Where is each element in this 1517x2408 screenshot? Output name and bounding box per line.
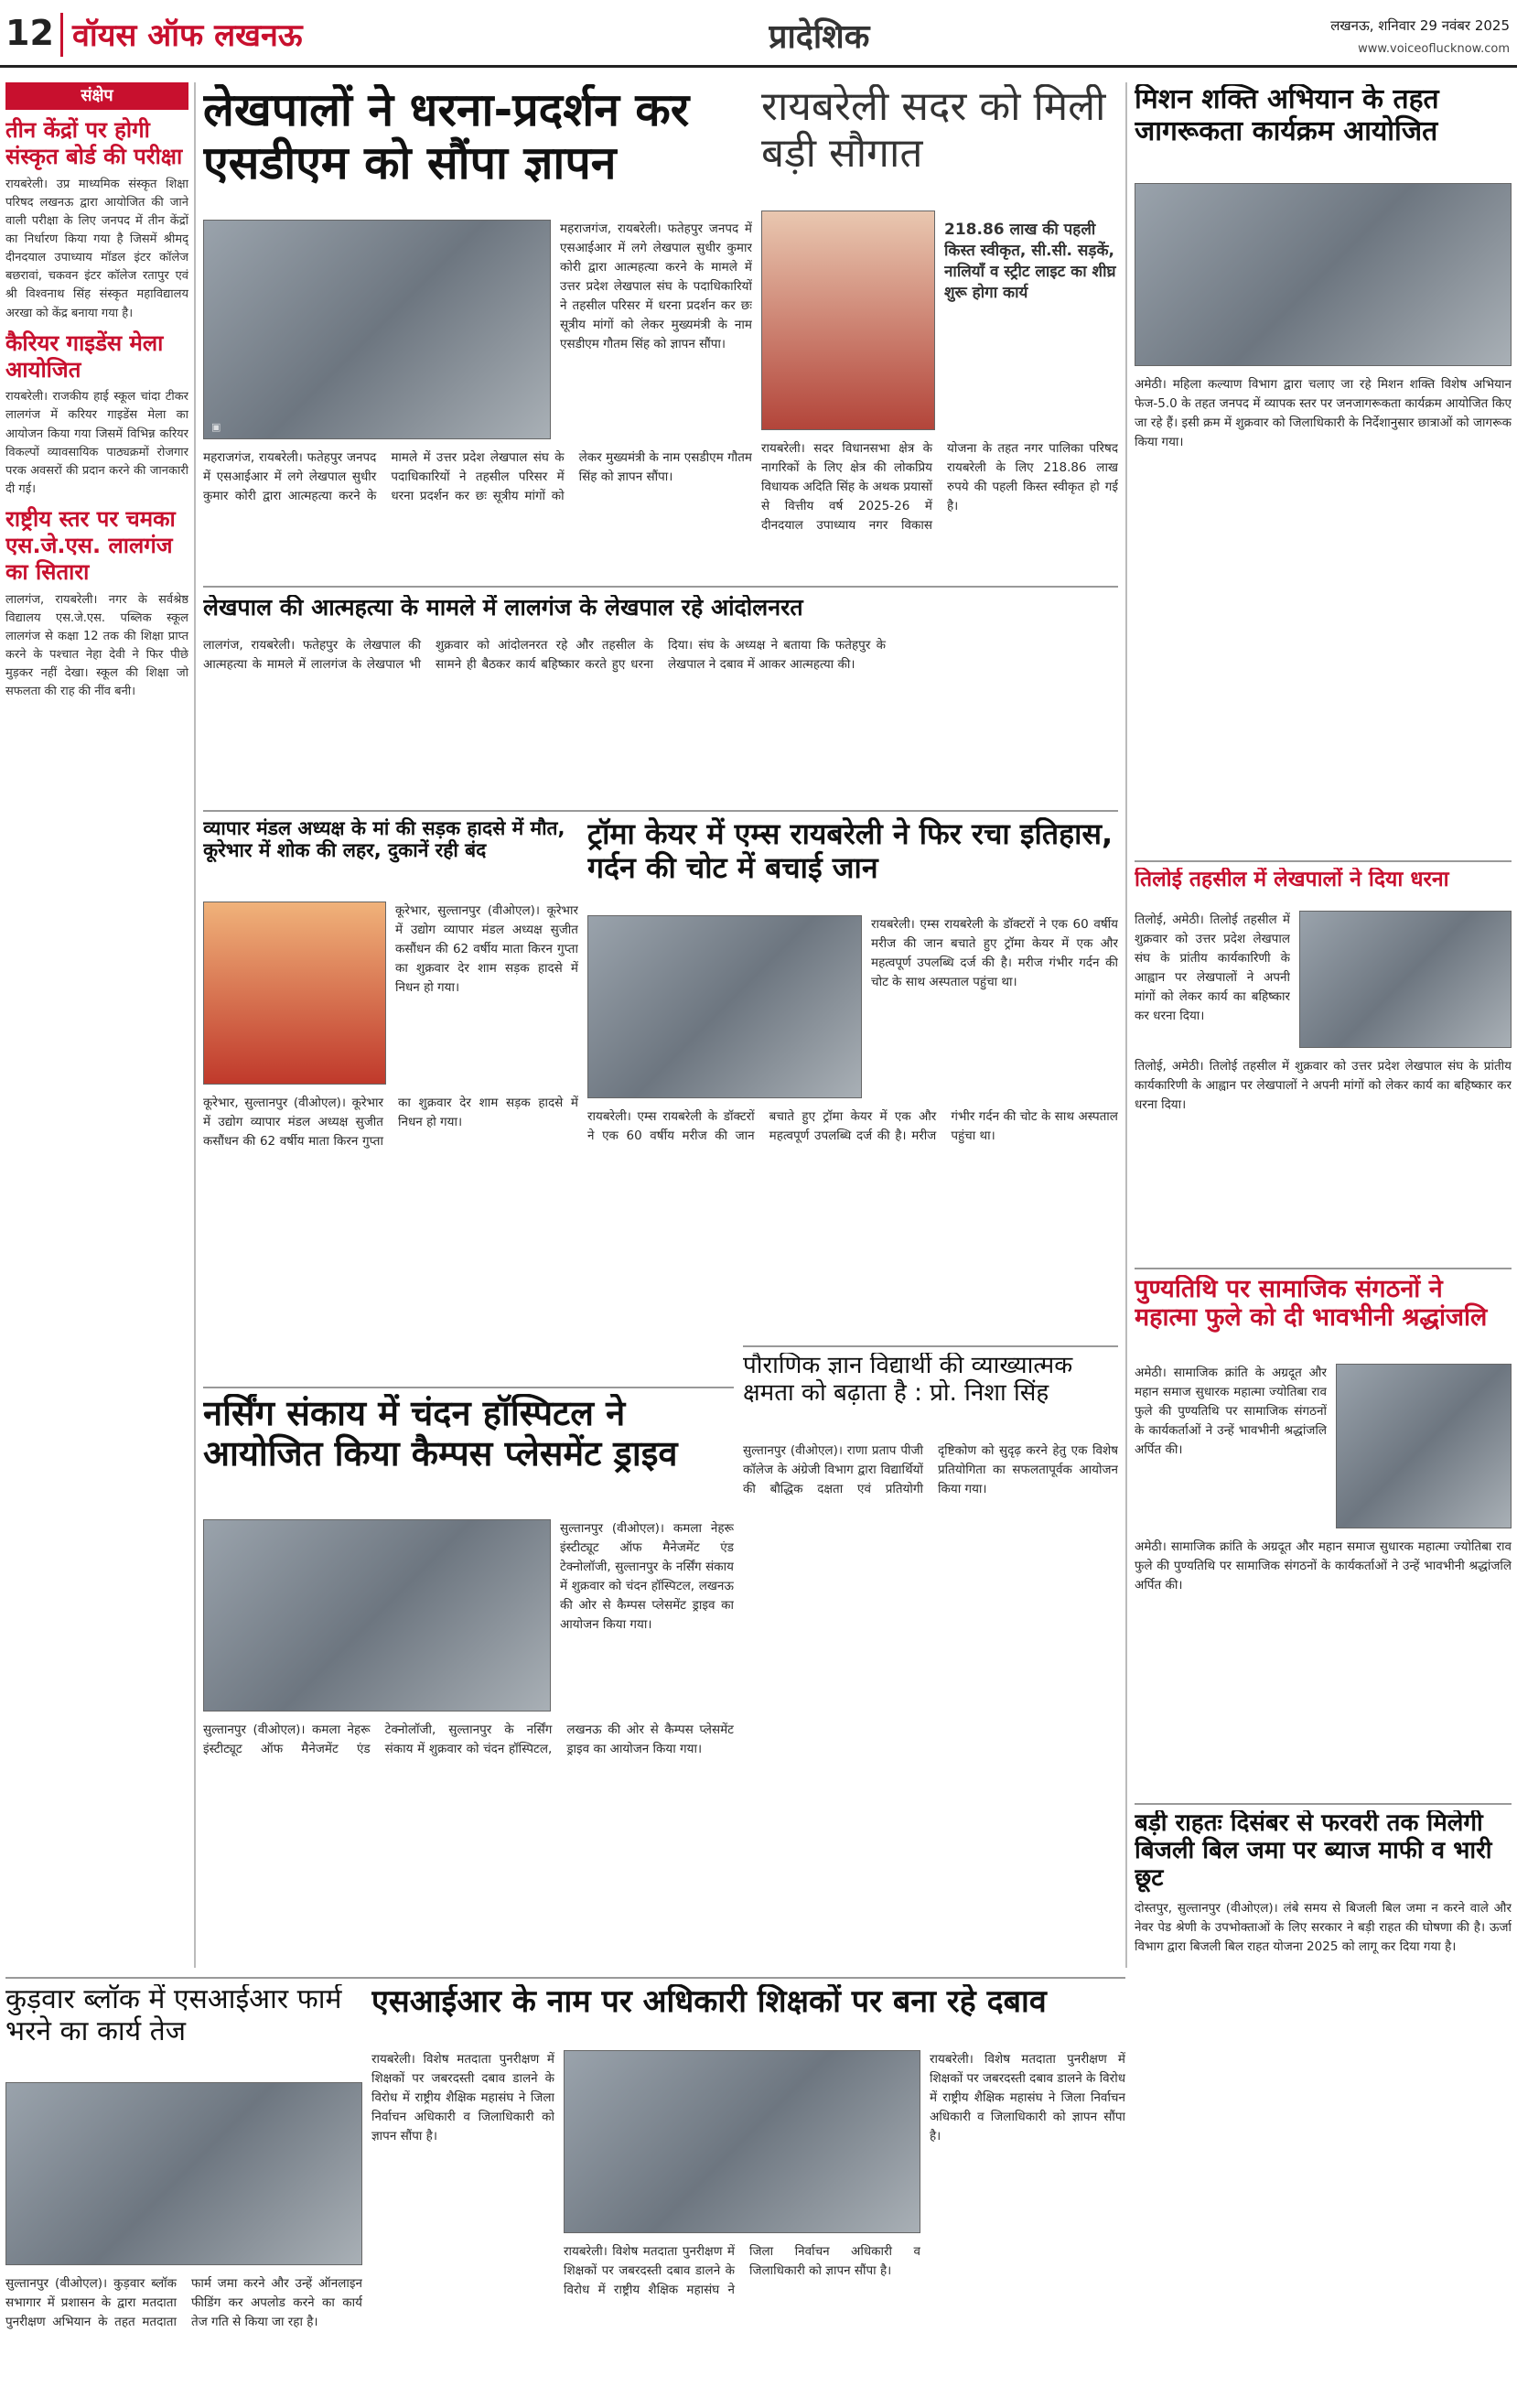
story-bullet: 218.86 लाख की पहली किस्त स्वीकृत, सी.सी. सड़कें, नालियाँ व स्ट्रीट लाइट का शीघ्र शुरू होगा कार्य (944, 221, 1116, 302)
story-body: रायबरेली। सदर विधानसभा क्षेत्र के नागरिकों के लिए क्षेत्र की लोकप्रिय विधायक अदिति सिंह के अथक प्रयासों से वित्तीय वर्ष 2025-26 में दीनदयाल उपाध्याय नगर विकास योजना के तहत नगर पालिका परिषद रायबरेली के लिए 218.86 लाख रुपये की पहली किस्त स्वीकृत हो गई है। (761, 441, 1118, 533)
story-body: रायबरेली। विशेष मतदाता पुनरीक्षण में शिक्षकों पर जबरदस्ती दबाव डालने के विरोध में राष्ट्रीय शैक्षिक महासंघ ने जिला निर्वाचन अधिकारी व जिलाधिकारी को ज्ञापन सौंपा है। (930, 2052, 1125, 2143)
story-headline (1135, 1275, 1512, 1357)
divider (203, 1387, 734, 1388)
divider (203, 810, 1118, 812)
headline-text: कुड़वार ब्लॉक में एसआईआर फार्म भरने का कार्य तेज (5, 1984, 342, 2047)
story-headline (371, 1984, 1125, 2039)
divider (203, 586, 1118, 588)
headline-text: ट्रॉमा केयर में एम्स रायबरेली ने फिर रचा इतिहास, गर्दन की चोट में बचाई जान (587, 817, 1114, 885)
story-body: दोस्तपुर, सुल्तानपुर (वीओएल)। लंबे समय से बिजली बिल जमा न करने वाले और नेवर पेड श्रेणी के उपभोक्ताओं के लिए सरकार ने बड़ी राहत की घोषणा की है। ऊर्जा विभाग द्वारा बिजली बिल राहत योजना 2025 को लागू कर दिया गया है। (1135, 1901, 1512, 1954)
headline-text: तिलोई तहसील में लेखपालों ने दिया धरना (1135, 868, 1449, 891)
story-body: सुल्तानपुर (वीओएल)। कमला नेहरू इंस्टीट्यूट ऑफ मैनेजमेंट एंड टेक्नोलॉजी, सुल्तानपुर के नर्सिंग संकाय में शुक्रवार को चंदन हॉस्पिटल, लखनऊ की ओर से कैम्पस प्लेसमेंट ड्राइव का आयोजन किया गया। (560, 1521, 734, 1632)
story-photo (1336, 1364, 1512, 1528)
story-body: तिलोई, अमेठी। तिलोई तहसील में शुक्रवार को उत्तर प्रदेश लेखपाल संघ के प्रांतीय कार्यकारिणी के आह्वान पर लेखपालों ने अपनी मांगों को लेकर कार्य का बहिष्कार कर धरना दिया। (1135, 912, 1290, 1023)
headline-text: एसआईआर के नाम पर अधिकारी शिक्षकों पर बना रहे दबाव (371, 1984, 1047, 2020)
paper-name: वॉयस ऑफ लखनऊ (60, 13, 445, 57)
story-body: अमेठी। सामाजिक क्रांति के अग्रदूत और महान समाज सुधारक महात्मा ज्योतिबा राव फुले की पुण्यतिथि पर सामाजिक संगठनों के कार्यकर्ताओं ने उन्हें भावभीनी श्रद्धांजलि अर्पित की। (1135, 1539, 1512, 1593)
headline-text: पुण्यतिथि पर सामाजिक संगठनों ने महात्मा फुले को दी भावभीनी श्रद्धांजलि (1135, 1275, 1488, 1333)
story-headline (743, 1353, 1118, 1435)
website: www.voiceoflucknow.com (1358, 42, 1510, 56)
story-photo (564, 2050, 920, 2233)
story-body: सुल्तानपुर (वीओएल)। कमला नेहरू इंस्टीट्यूट ऑफ मैनेजमेंट एंड टेक्नोलॉजी, सुल्तानपुर के नर्सिंग संकाय में शुक्रवार को चंदन हॉस्पिटल, लखनऊ की ओर से कैम्पस प्लेसमेंट ड्राइव का आयोजन किया गया। (203, 1722, 734, 1756)
story-body: रायबरेली। विशेष मतदाता पुनरीक्षण में शिक्षकों पर जबरदस्ती दबाव डालने के विरोध में राष्ट्रीय शैक्षिक महासंघ ने जिला निर्वाचन अधिकारी व जिलाधिकारी को ज्ञापन सौंपा है। (371, 2052, 554, 2143)
divider (1135, 1803, 1512, 1805)
story-photo (587, 915, 862, 1098)
headline-text: नर्सिंग संकाय में चंदन हॉस्पिटल ने आयोजित किया कैम्पस प्लेसमेंट ड्राइव (203, 1394, 678, 1474)
brief-sidebar (5, 82, 188, 1968)
story-photo (203, 220, 551, 439)
headline-text: पौराणिक ज्ञान विद्यार्थी की व्याख्यात्मक क्षमता को बढ़ाता है : प्रो. निशा सिंह (743, 1353, 1073, 1407)
headline-text: मिशन शक्ति अभियान के तहत जागरूकता कार्यक्रम आयोजित (1135, 84, 1439, 147)
divider (1135, 860, 1512, 862)
story-headline (1135, 868, 1512, 904)
story-body: कूरेभार, सुल्तानपुर (वीओएल)। कूरेभार में उद्योग व्यापार मंडल अध्यक्ष सुजीत कसौंधन की 62 वर्षीय माता किरन गुप्ता का शुक्रवार देर शाम सड़क हादसे में निधन हो गया। (203, 1096, 578, 1149)
story-body: महराजगंज, रायबरेली। फतेहपुर जनपद में एसआईआर में लगे लेखपाल सुधीर कुमार कोरी द्वारा आत्महत्या करने के मामले में उत्तर प्रदेश लेखपाल संघ के पदाधिकारियों ने तहसील परिसर में धरना प्रदर्शन कर छः सूत्रीय मांगों को लेकर मुख्यमंत्री के नाम एसडीएम गौतम सिंह को ज्ञापन सौंपा। (560, 221, 752, 351)
story-headline (761, 84, 1118, 203)
story-body: अमेठी। महिला कल्याण विभाग द्वारा चलाए जा रहे मिशन शक्ति विशेष अभियान फेज-5.0 के तहत जनपद में व्यापक स्तर पर जनजागरूकता कार्यक्रम आयोजित किए जा रहे हैं। इसी क्रम में शुक्रवार को जिलाधिकारी के निर्देशानुसार छात्राओं को जागरूक किया गया। (1135, 377, 1512, 449)
headline-text: व्यापार मंडल अध्यक्ष के मां की सड़क हादसे में मौत, कूरेभार में शोक की लहर, दुकानें रही बंद (203, 817, 565, 862)
story-body: तिलोई, अमेठी। तिलोई तहसील में शुक्रवार को उत्तर प्रदेश लेखपाल संघ के प्रांतीय कार्यकारिणी के आह्वान पर लेखपालों ने अपनी मांगों को लेकर कार्य का बहिष्कार कर धरना दिया। (1135, 1059, 1512, 1112)
brief-headline: कैरियर गाइडेंस मेला आयोजित (5, 329, 164, 383)
story-headline (5, 1984, 362, 2076)
story-photo (1299, 911, 1512, 1048)
story-headline (587, 817, 1118, 909)
brief-body: रायबरेली। राजकीय हाई स्कूल चांदा टीकर लालगंज में करियर गाइडेंस मेला का आयोजन किया गया जिसमें विभिन्न करियर विकल्पों व्यावसायिक पाठ्यक्रमों रोजगार परक अवसरों की प्रदान करने की जानकारी दी गई। (5, 390, 188, 497)
divider (743, 1345, 1118, 1347)
brief-tag: संक्षेप (5, 82, 188, 110)
column-rule (194, 82, 196, 1968)
story-photo (5, 2082, 362, 2265)
page-number: 12 (5, 13, 54, 53)
story-body: लालगंज, रायबरेली। फतेहपुर के लेखपाल की आत्महत्या के मामले में लालगंज के लेखपाल भी शुक्रवार को आंदोलनरत रहे और तहसील के सामने ही बैठकर कार्य बहिष्कार करते हुए धरना दिया। संघ के अध्यक्ष ने बताया कि फतेहपुर के लेखपाल ने दबाव में आकर आत्महत्या की। (203, 638, 886, 672)
story-headline (203, 595, 1118, 632)
divider (1135, 1268, 1512, 1269)
brief-body: लालगंज, रायबरेली। नगर के सर्वश्रेष्ठ विद्यालय एस.जे.एस. पब्लिक स्कूल लालगंज से कक्षा 12 तक की शिक्षा प्राप्त करने के पश्चात नेहा देवी ने फिर पीछे मुड़कर नहीं देखा। स्कूल की शिक्षा जो सफलता की राह की नींव बनी। (5, 592, 188, 699)
story-headline (1135, 84, 1512, 185)
headline-text: लेखपाल की आत्महत्या के मामले में लालगंज के लेखपाल रहे आंदोलनरत (203, 595, 803, 621)
story-body: सुल्तानपुर (वीओएल)। राणा प्रताप पीजी कॉलेज के अंग्रेजी विभाग द्वारा विद्यार्थियों की बौद्धिक दक्षता एवं प्रतियोगी दृष्टिकोण को सुदृढ़ करने हेतु एक विशेष प्रतियोगिता का सफलतापूर्वक आयोजन किया गया। (743, 1443, 1118, 1496)
dateline: लखनऊ, शनिवार 29 नवंबर 2025 (1330, 17, 1510, 34)
story-photo (203, 1519, 551, 1712)
story-body: कूरेभार, सुल्तानपुर (वीओएल)। कूरेभार में उद्योग व्यापार मंडल अध्यक्ष सुजीत कसौंधन की 62 वर्षीय माता किरन गुप्ता का शुक्रवार देर शाम सड़क हादसे में निधन हो गया। (395, 903, 578, 995)
section-title: प्रादेशिक (769, 18, 870, 56)
story-body: सुल्तानपुर (वीओएल)। कुड़वार ब्लॉक सभागार में प्रशासन के द्वारा मतदाता पुनरीक्षण अभियान के तहत मतदाता फार्म जमा करने और उन्हें ऑनलाइन फीडिंग कर अपलोड करने का कार्य तेज गति से किया जा रहा है। (5, 2276, 362, 2329)
story-body: रायबरेली। विशेष मतदाता पुनरीक्षण में शिक्षकों पर जबरदस्ती दबाव डालने के विरोध में राष्ट्रीय शैक्षिक महासंघ ने जिला निर्वाचन अधिकारी व जिलाधिकारी को ज्ञापन सौंपा है। (564, 2244, 920, 2297)
story-body: महराजगंज, रायबरेली। फतेहपुर जनपद में एसआईआर में लगे लेखपाल सुधीर कुमार कोरी द्वारा आत्महत्या करने के मामले में उत्तर प्रदेश लेखपाल संघ के पदाधिकारियों ने तहसील परिसर में धरना प्रदर्शन कर छः सूत्रीय मांगों को लेकर मुख्यमंत्री के नाम एसडीएम गौतम सिंह को ज्ञापन सौंपा। (203, 450, 752, 503)
photo-placeholder-icon: ▣ (211, 421, 221, 433)
story-headline (203, 817, 578, 891)
headline-text: लेखपालों ने धरना-प्रदर्शन कर एसडीएम को सौंपा ज्ञापन (203, 84, 690, 189)
story-headline (203, 84, 752, 212)
headline-text: बड़ी राहतः दिसंबर से फरवरी तक मिलेगी बिजली बिल जमा पर ब्याज माफी व भारी छूट (1135, 1810, 1492, 1892)
story-headline (1135, 1810, 1512, 1893)
brief-headline: राष्ट्रीय स्तर पर चमका एस.जे.एस. लालगंज का सितारा (5, 506, 176, 585)
divider (5, 1977, 1125, 1979)
brief-headline: तीन केंद्रों पर होगी संस्कृत बोर्ड की परीक्षा (5, 117, 183, 169)
headline-text: रायबरेली सदर को मिली बड़ी सौगात (761, 84, 1106, 177)
story-body: रायबरेली। एम्स रायबरेली के डॉक्टरों ने एक 60 वर्षीय मरीज की जान बचाते हुए ट्रॉमा केयर में एक और महत्वपूर्ण उपलब्धि दर्ज की है। मरीज गंभीर गर्दन की चोट के साथ अस्पताल पहुंचा था। (587, 1109, 1118, 1143)
story-photo (1135, 183, 1512, 366)
brief-body: रायबरेली। उप्र माध्यमिक संस्कृत शिक्षा परिषद लखनऊ द्वारा आयोजित की जाने वाली परीक्षा के लिए जनपद में तीन केंद्रों का निर्धारण किया गया है जिसमें श्रीमद्‌ दीनदयाल उपाध्याय मॉडल इंटर कॉलेज बछरावां, चकवन इंटर कॉलेज रतापुर एवं श्री विश्वनाथ सिंह संस्कृत महाविद्यालय अरखा को केंद्र बनाया गया है। (5, 177, 188, 320)
story-headline (203, 1394, 734, 1513)
story-body: रायबरेली। एम्स रायबरेली के डॉक्टरों ने एक 60 वर्षीय मरीज की जान बचाते हुए ट्रॉमा केयर में एक और महत्वपूर्ण उपलब्धि दर्ज की है। मरीज गंभीर गर्दन की चोट के साथ अस्पताल पहुंचा था। (871, 917, 1118, 989)
portrait-photo (761, 211, 935, 430)
column-rule (1125, 82, 1127, 1968)
portrait-photo (203, 902, 386, 1085)
story-body: अमेठी। सामाजिक क्रांति के अग्रदूत और महान समाज सुधारक महात्मा ज्योतिबा राव फुले की पुण्यतिथि पर सामाजिक संगठनों के कार्यकर्ताओं ने उन्हें भावभीनी श्रद्धांजलि अर्पित की। (1135, 1366, 1327, 1457)
